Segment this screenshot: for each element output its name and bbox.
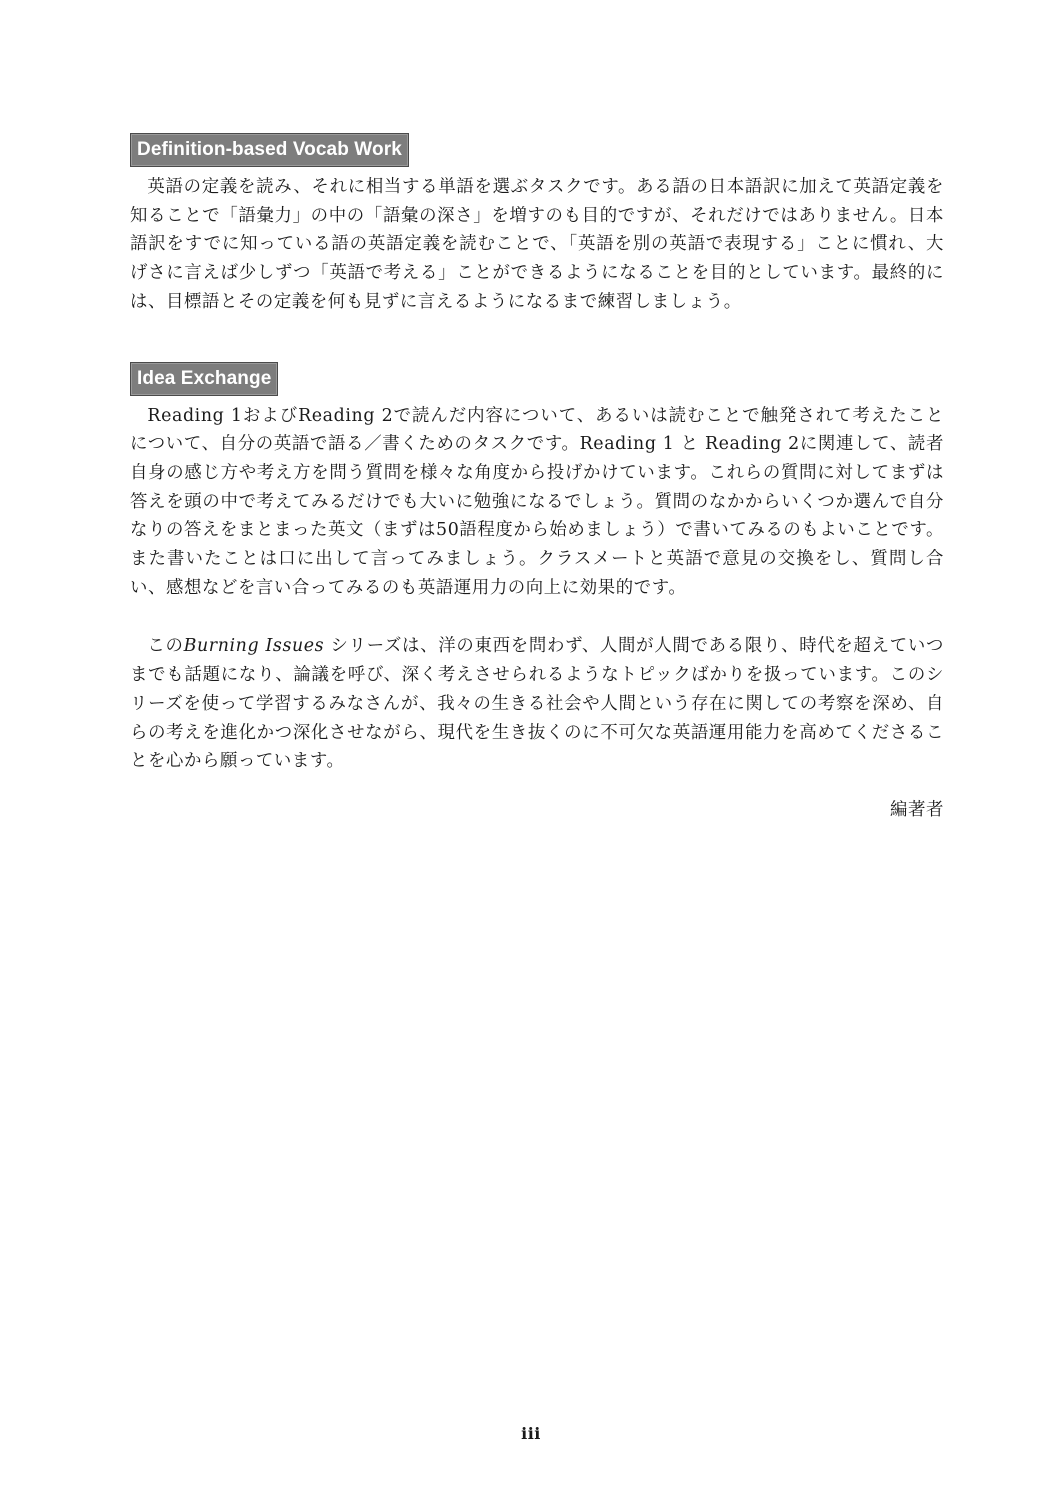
section-idea-exchange [130,362,944,603]
closing-text: シリーズは、洋の東西を問わず、人間が人間である限り、時代を超えていつまでも話題になり、論議を呼び、深く考えさせられるようなトピックばかりを扱っています。このシリーズを使って学習するみなさんが、我々の生きる社会や人間という存在に関しての考察を深め、自らの考えを進化かつ深化させながら、現代を生き抜くのに不可欠な英語運用能力を高めてくださることを心から願っています。 [130,636,944,772]
page-number: iii [521,1424,541,1443]
section-heading: Definition-based Vocab Work [130,133,409,167]
series-title: Burning Issues [183,636,325,657]
section-definition-vocab [130,133,944,317]
page-content [130,133,944,824]
section-heading: Idea Exchange [130,362,278,396]
section-body: 英語の定義を読み、それに相当する単語を選ぶタスクです。ある語の日本語訳に加えて英語定義を知ることで「語彙力」の中の「語彙の深さ」を増すのも目的ですが、それだけではありません。日本語訳をすでに知っている語の英語定義を読むことで、「英語を別の英語で表現する」ことに慣れ、大げさに言えば少しずつ「英語で考える」ことができるようになることを目的としています。最終的には、目標語とその定義を何も見ずに言えるようになるまで練習しましょう。 [130,177,944,312]
section-body: Reading 1およびReading 2で読んだ内容について、あるいは読むことで触発されて考えたことについて、自分の英語で語る／書くためのタスクです。Reading 1 と Reading 2に関連して、読者自身の感じ方や考え方を問う質問を様々な角度から投げかけています。これらの質問に対してまずは答えを頭の中で考えてみるだけでも大いに勉強になるでしょう。質問のなかからいくつか選んで自分なりの答えをまとまった英文（まずは50語程度から始めましょう）で書いてみるのもよいことです。また書いたことは口に出して言ってみましょう。クラスメートと英語で意見の交換をし、質問し合い、感想などを言い合ってみるのも英語運用力の向上に効果的です。 [130,405,944,598]
closing-paragraph [130,632,944,776]
closing-prefix: この [147,636,184,657]
author-credit: 編著者 [890,799,944,820]
